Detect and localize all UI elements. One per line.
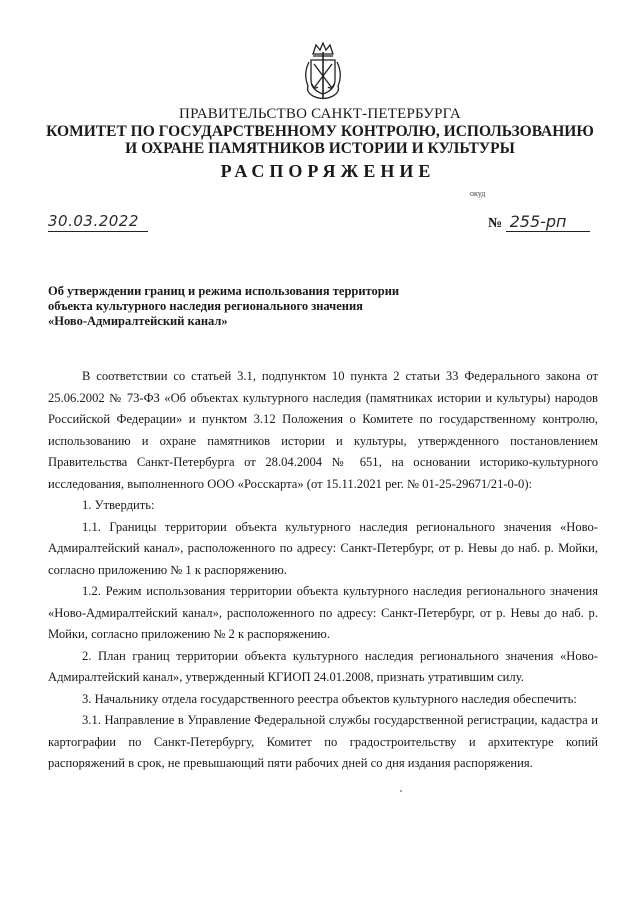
subject-line2: объекта культурного наследия регионального значения xyxy=(48,299,363,313)
body-paragraph-1: 1. Утвердить: xyxy=(82,498,155,512)
committee-title xyxy=(0,123,640,157)
document-body xyxy=(48,366,598,775)
government-title: ПРАВИТЕЛЬСТВО САНКТ-ПЕТЕРБУРГА xyxy=(179,106,461,122)
number-sign: № xyxy=(488,216,503,231)
committee-title-line2: И ОХРАНЕ ПАМЯТНИКОВ ИСТОРИИ И КУЛЬТУРЫ xyxy=(125,140,515,157)
body-paragraph-3-1: 3.1. Направление в Управление Федеральной службы государственной регистрации, кадастра и картографии по Санкт-Петербургу, Комитет по градостроительству и архитектуре копий распоряжений в срок, не превышающий пяти рабочих дней со дня издания распоряжения. xyxy=(48,713,598,770)
body-paragraph-3: 3. Начальнику отдела государственного реестра объектов культурного наследия обеспечить: xyxy=(82,691,577,706)
document-date: 30.03.2022 xyxy=(48,212,148,232)
st-petersburg-coat-of-arms-icon xyxy=(299,40,347,102)
body-paragraph-1-2: 1.2. Режим использования территории объекта культурного наследия регионального значения «Ново-Адмиралтейский канал», расположенного по адресу: Санкт-Петербург, от р. Невы до наб. р. Мойки, согласно приложению № 2 к распоряжению. xyxy=(48,584,598,641)
document-number xyxy=(488,212,590,232)
number-value: 255-рп xyxy=(506,212,590,232)
body-paragraph-1-1: 1.1. Границы территории объекта культурного наследия регионального значения «Ново-Адмиралтейский канал», расположенного по адресу: Санкт-Петербург, от р. Невы до наб. р. Мойки, согласно приложению № 1 к распоряжению. xyxy=(48,519,598,577)
body-paragraph-preamble: В соответствии со статьей 3.1, подпунктом 10 пункта 2 статьи 33 Федерального закона от 25.06.2002 № 73-ФЗ «Об объектах культурного наследия (памятниках истории и культуры) народов Российской Федерации» и пунктом 3.12 Положения о Комитете по государственному контролю, использованию и охране памятников истории и культуры, утвержденного постановлением Правительства Санкт-Петербурга от 28.04.2004 № 651, на основании историко-культурного исследования, выполненного ООО «Росскарта» (от 15.11.2021 рег. № 01-25-29671/21-0-0): xyxy=(48,369,598,491)
subject-line3: «Ново-Адмиралтейский канал» xyxy=(48,314,228,328)
subject-line1: Об утверждении границ и режима использования территории xyxy=(48,284,400,298)
scan-speck xyxy=(400,790,402,792)
committee-title-line1: КОМИТЕТ ПО ГОСУДАРСТВЕННОМУ КОНТРОЛЮ, ИСПОЛЬЗОВАНИЮ xyxy=(46,123,594,140)
document-type: РАСПОРЯЖЕНИЕ xyxy=(220,161,436,181)
body-paragraph-2: 2. План границ территории объекта культурного наследия регионального значения «Ново-Адмиралтейский канал», утвержденный КГИОП 24.01.2008, признать утратившим силу. xyxy=(48,648,598,684)
document-subject xyxy=(48,284,448,329)
okud-label: окуд xyxy=(470,189,486,198)
